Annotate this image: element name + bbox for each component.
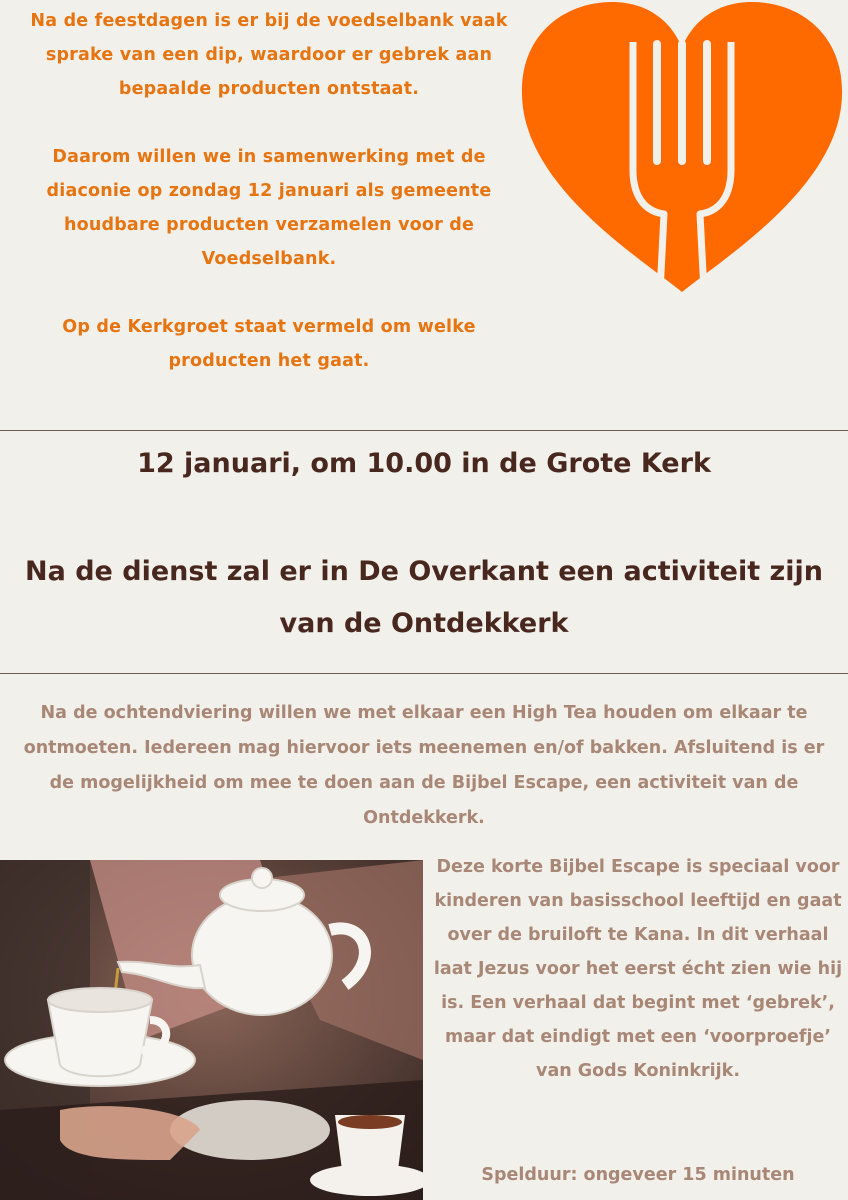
heart-fork-icon (516, 0, 848, 305)
bible-escape-description: Deze korte Bijbel Escape is speciaal voor kinderen van basisschool leeftijd en gaat over de bruiloft te Kana. In dit verhaal laat Jezus voor het eerst écht zien wie hij is. Een verhaal dat begint met ‘gebrek’, maar dat eindigt met een ‘voorproefje’ van Gods Koninkrijk. (433, 857, 843, 1081)
event-date-heading: 12 januari, om 10.00 in de Grote Kerk (137, 448, 711, 479)
intro-paragraph-2: Daarom willen we in samenwerking met de diaconie op zondag 12 januari als gemeente houdbare producten verzamelen voor de Voedselbank. (46, 147, 492, 269)
activity-heading: Na de dienst zal er in De Overkant een activiteit zijn van de Ontdekkerk (25, 556, 823, 639)
intro-paragraph-1: Na de feestdagen is er bij de voedselbank vaak sprake van een dip, waardoor er gebrek aan bepaalde producten ontstaat. (30, 11, 508, 99)
bottom-divider (0, 673, 848, 674)
high-tea-description: Na de ochtendviering willen we met elkaar een High Tea houden om elkaar te ontmoeten. Iedereen mag hiervoor iets meenemen en/of bakken. Afsluitend is er de mogelijkheid om mee te doen aan de Bijbel Escape, een activiteit van de Ontdekkerk. (23, 703, 825, 828)
intro-text (14, 4, 524, 378)
intro-paragraph-3: Op de Kerkgroet staat vermeld om welke producten het gaat. (62, 317, 476, 371)
top-divider (0, 430, 848, 431)
high-tea-photo (0, 860, 423, 1200)
heart-fork-logo (516, 0, 848, 305)
game-duration: Spelduur: ongeveer 15 minuten (481, 1165, 795, 1185)
